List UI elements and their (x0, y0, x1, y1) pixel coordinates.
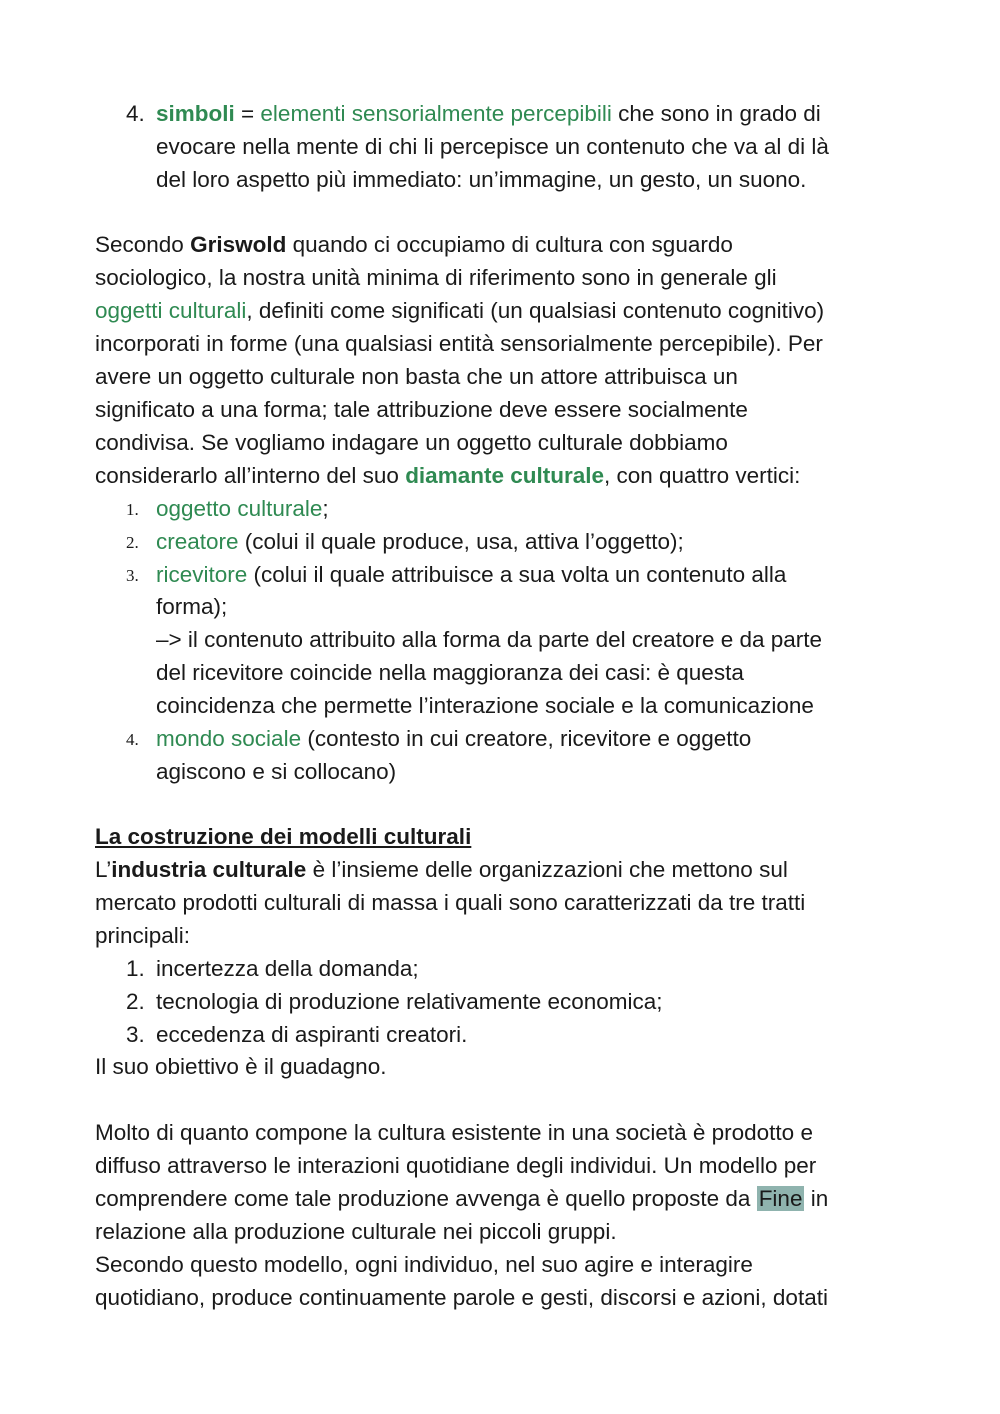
text: (contesto in cui creatore, ricevitore e oggetto (301, 726, 752, 751)
text: L’ (95, 857, 112, 882)
paragraph-line: quotidiano, produce continuamente parole e gesti, discorsi e azioni, dotati (95, 1285, 828, 1310)
list-item (156, 722, 751, 755)
paragraph-line (95, 459, 800, 492)
text: quando ci occupiamo di cultura con sguardo (286, 232, 733, 257)
text: in (804, 1186, 829, 1211)
paragraph-line: incorporati in forme (una qualsiasi entità sensorialmente percepibile). Per (95, 331, 823, 356)
text-line: coincidenza che permette l’interazione sociale e la comunicazione (156, 693, 814, 718)
list-number: 2. (126, 989, 145, 1014)
paragraph-line: significato a una forma; tale attribuzione deve essere socialmente (95, 397, 748, 422)
text: considerarlo all’interno del suo (95, 463, 406, 488)
list-item (156, 525, 684, 558)
paragraph-line: diffuso attraverso le interazioni quotidiane degli individui. Un modello per (95, 1153, 817, 1178)
term-green: creatore (156, 529, 239, 554)
text-line: –> il contenuto attribuito alla forma da parte del creatore e da parte (156, 627, 823, 652)
paragraph-line: sociologico, la nostra unità minima di riferimento sono in generale gli (95, 265, 777, 290)
paragraph-line (95, 228, 733, 261)
term-green: mondo sociale (156, 726, 302, 751)
text: è l’insieme delle organizzazioni che mettono sul (306, 857, 788, 882)
section-heading (95, 820, 471, 853)
text-line: del loro aspetto più immediato: un’immagine, un gesto, un suono. (156, 167, 807, 192)
text: (colui il quale attribuisce a sua volta un contenuto alla (247, 562, 787, 587)
paragraph-line: Molto di quanto compone la cultura esistente in una società è prodotto e (95, 1120, 813, 1145)
list-number: 3. (126, 566, 139, 585)
list-item (156, 492, 329, 525)
text: comprendere come tale produzione avvenga è quello proposte da (95, 1186, 757, 1211)
text: (colui il quale produce, usa, attiva l’oggetto); (238, 529, 684, 554)
paragraph-line: Secondo questo modello, ogni individuo, nel suo agire e interagire (95, 1252, 753, 1277)
paragraph-line (95, 853, 788, 886)
text: che sono in grado di (611, 101, 821, 126)
text: Secondo (95, 232, 191, 257)
list-number: 2. (126, 533, 139, 552)
list-item: incertezza della domanda; (156, 956, 419, 981)
paragraph-line (95, 1182, 828, 1215)
list-item-simboli (156, 97, 821, 130)
term-bold: industria culturale (111, 857, 307, 882)
paragraph-line: Il suo obiettivo è il guadagno. (95, 1054, 387, 1079)
text: , con quattro vertici: (604, 463, 801, 488)
text-line: forma); (156, 594, 228, 619)
text: ; (322, 496, 329, 521)
highlighted-word: Fine (758, 1186, 803, 1211)
list-item: tecnologia di produzione relativamente economica; (156, 989, 663, 1014)
term-green: oggetti culturali (95, 298, 247, 323)
paragraph-line: condivisa. Se vogliamo indagare un oggetto culturale dobbiamo (95, 430, 728, 455)
list-number: 4. (126, 101, 145, 126)
paragraph-line (95, 294, 824, 327)
text: , definiti come significati (un qualsiasi contenuto cognitivo) (246, 298, 825, 323)
list-number: 3. (126, 1022, 145, 1047)
list-number: 1. (126, 500, 139, 519)
list-number: 1. (126, 956, 145, 981)
list-item (156, 558, 786, 591)
paragraph-line: mercato prodotti culturali di massa i quali sono caratterizzati da tre tratti (95, 890, 806, 915)
heading-text: La costruzione dei modelli culturali (95, 824, 472, 849)
text-line: evocare nella mente di chi li percepisce un contenuto che va al di là (156, 134, 829, 159)
paragraph-line: relazione alla produzione culturale nei piccoli gruppi. (95, 1219, 617, 1244)
text-line: agiscono e si collocano) (156, 759, 397, 784)
paragraph-line: avere un oggetto culturale non basta che un attore attribuisca un (95, 364, 738, 389)
text-line: del ricevitore coincide nella maggioranza dei casi: è questa (156, 660, 744, 685)
term-green: ricevitore (156, 562, 248, 587)
list-number: 4. (126, 730, 139, 749)
term: simboli (156, 101, 235, 126)
term-green-bold: diamante culturale (405, 463, 604, 488)
term-green: elementi sensorialmente percepibili (260, 101, 612, 126)
list-item: eccedenza di aspiranti creatori. (156, 1022, 468, 1047)
text: = (234, 101, 261, 126)
name-bold: Griswold (190, 232, 287, 257)
paragraph-line: principali: (95, 923, 191, 948)
term-green: oggetto culturale (156, 496, 323, 521)
